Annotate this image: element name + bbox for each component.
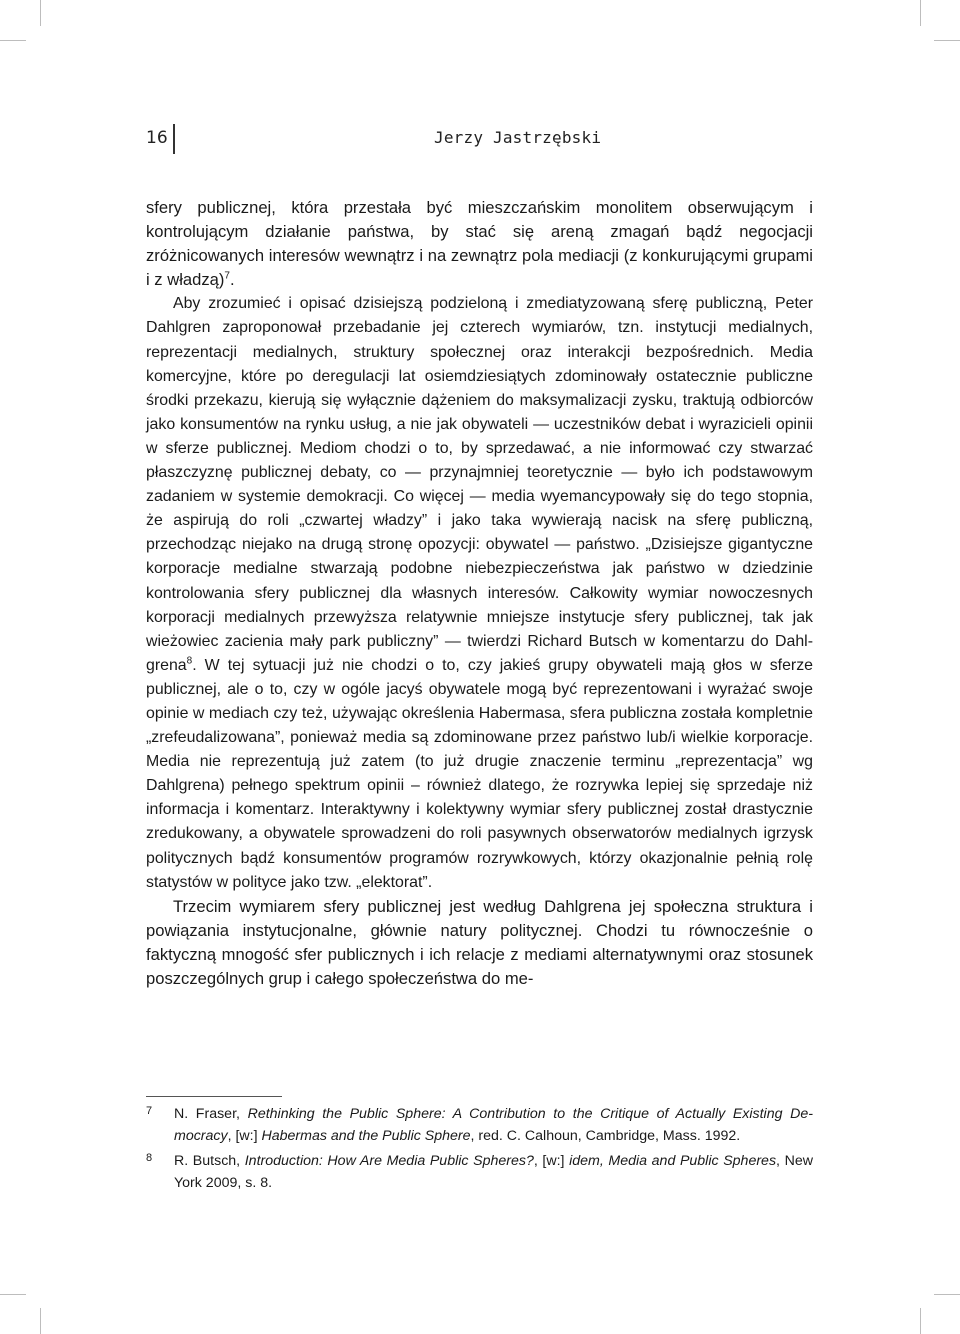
crop-mark-bottom-right <box>920 1308 921 1334</box>
footnote-divider <box>146 1096 282 1097</box>
footnote-7 <box>146 1103 813 1147</box>
footnote-book: Habermas and the Public Sphere <box>261 1128 471 1144</box>
crop-mark-left-top <box>0 40 26 41</box>
paragraph-1-end: . <box>229 270 235 290</box>
footnote-number: 8 <box>146 1152 153 1164</box>
paragraph-1-text: sfery publicznej, która przestała być mieszczańskim monolitem obserwującym i kontrolującym działanie państwa, by stać się areną zmagań bądź negocjacji zróżnicowanych interesów wewnątrz i na zewnątrz pola mediacji (z konkurującymi grupami i z władzą) <box>146 198 813 290</box>
footnote-title: Rethinking the Public Sphere: A Contribution to the Critique of Actually Existing Democracy <box>174 1106 813 1144</box>
footnote-title: Introduction: How Are Media Public Spheres? <box>244 1153 534 1169</box>
footnote-in: , [w:] <box>533 1153 570 1169</box>
crop-mark-right-top <box>934 40 960 41</box>
main-text <box>146 196 813 991</box>
footnote-ref-7: 7 <box>224 270 230 282</box>
paragraph-2 <box>146 292 813 894</box>
running-head: Jerzy Jastrzębski <box>434 128 602 147</box>
paragraph-3: Trzecim wymiarem sfery publicznej jest według Dahlgrena jej społeczna struktura i powiązania instytucjonalne, głównie natury politycznej. Chodzi tu równocześnie o faktyczną mnogość sfer publicznych i ich relacje z mediami alternatywnymi oraz stosunek poszczególnych grup i całego społeczeństwa do me- <box>146 896 813 988</box>
footnote-text <box>174 1106 813 1144</box>
crop-mark-left-bottom <box>0 1294 26 1295</box>
footnote-in: , [w:] <box>227 1128 262 1144</box>
paragraph-2-cont: . W tej sytuacji już nie chodzi o to, czy jakieś grupy obywateli mają głos w sferze publicznej, ale o to, czy w ogóle jacyś obywatele mogą być reprezentowani i wyrażać swoje opinie w mediach czy też, używając określenia Habermasa, sfera publiczna została kompletnie „zrefeudalizowana”, ponieważ media są zdominowane przez państwo lub/i wielkie korporacje. Media nie reprezentują już zatem (to już drugie znaczenie terminu „reprezentacja” wg Dahlgrena) pełnego spektrum opinii – również dlatego, że rozrywka lepiej się sprzedaje niż informacja i komentarz. Interaktywny i kolektywny wymiar sfery publicznej został drastycznie zredukowany, a obywatele sprowadzeni do roli pasywnych obserwatorów medialnych igrzysk politycznych bądź konsumentów programów rozrywkowych, którzy okazjonalnie pełnią rolę statystów w polityce jako tzw. „elektorat”. <box>146 656 813 891</box>
footnote-author: N. Fraser, <box>174 1106 248 1122</box>
crop-mark-top-left <box>40 0 41 26</box>
footnote-publication: , New York 2009, s. 8. <box>174 1153 813 1191</box>
footnote-book: idem, Media and Public Spheres <box>569 1153 777 1169</box>
crop-mark-top-right <box>920 0 921 26</box>
footnote-ref-8: 8 <box>186 655 193 667</box>
footnote-number: 7 <box>146 1105 153 1117</box>
paragraph-1 <box>146 196 813 292</box>
footnote-8 <box>146 1150 813 1194</box>
footnote-publication: , red. C. Calhoun, Cambridge, Mass. 1992. <box>470 1128 741 1144</box>
header-divider <box>173 124 175 154</box>
paragraph-2-text: Aby zrozumieć i opisać dzisiejszą podzieloną i zmediatyzowaną sferę publiczną, Peter Dahlgren zaproponował przebadanie jej czterech wymiarów, tzn. instytucji medialnych, reprezentacji medialnych, struktury społecznej oraz interakcji bezpośrednich. Media komercyjne, które po deregulacji lat osiemdziesiątych zdominowały ostatecznie publiczne środki przekazu, kierują się wyłącznie dążeniem do maksymalizacji zysku, traktują odbiorców jako konsumentów na rynku usług, a nie jak obywateli — uczestników debat i wyrazicieli opinii w sferze publicznej. Mediom chodzi o to, by sprzedawać, a nie informować czy stwarzać płaszczyznę publicznej debaty, co — przynajmniej teoretycznie — było ich podstawowym zadaniem w systemie demokracji. Co więcej — media wyemancypowały się do tego stopnia, że aspirują do roli „czwartej władzy” i jako taka wywierają nacisk na sferę publiczną, przechodząc niejako na drugą stronę opozycji: obywatel — państwo. „Dzisiejsze gigantyczne korporacje medialne stwarzają podobne niebezpieczeństwa jak państwo w dziedzinie kontrolowania sfery publicznej dla własnych interesów. Całkowity wymiar nowoczesnych korporacji medialnych przewyższa relatywnie mniejsze instytucje sfery publicznej, tak jak wieżowiec zacienia mały park publiczny” — twierdzi Richard Butsch w komentarzu do Dahlgrena <box>146 295 813 674</box>
page-number: 16 <box>146 128 168 148</box>
crop-mark-bottom-left <box>40 1308 41 1334</box>
footnote-text <box>174 1153 813 1191</box>
crop-mark-right-bottom <box>934 1294 960 1295</box>
footnote-author: R. Butsch, <box>174 1153 245 1169</box>
footnotes <box>146 1103 813 1197</box>
